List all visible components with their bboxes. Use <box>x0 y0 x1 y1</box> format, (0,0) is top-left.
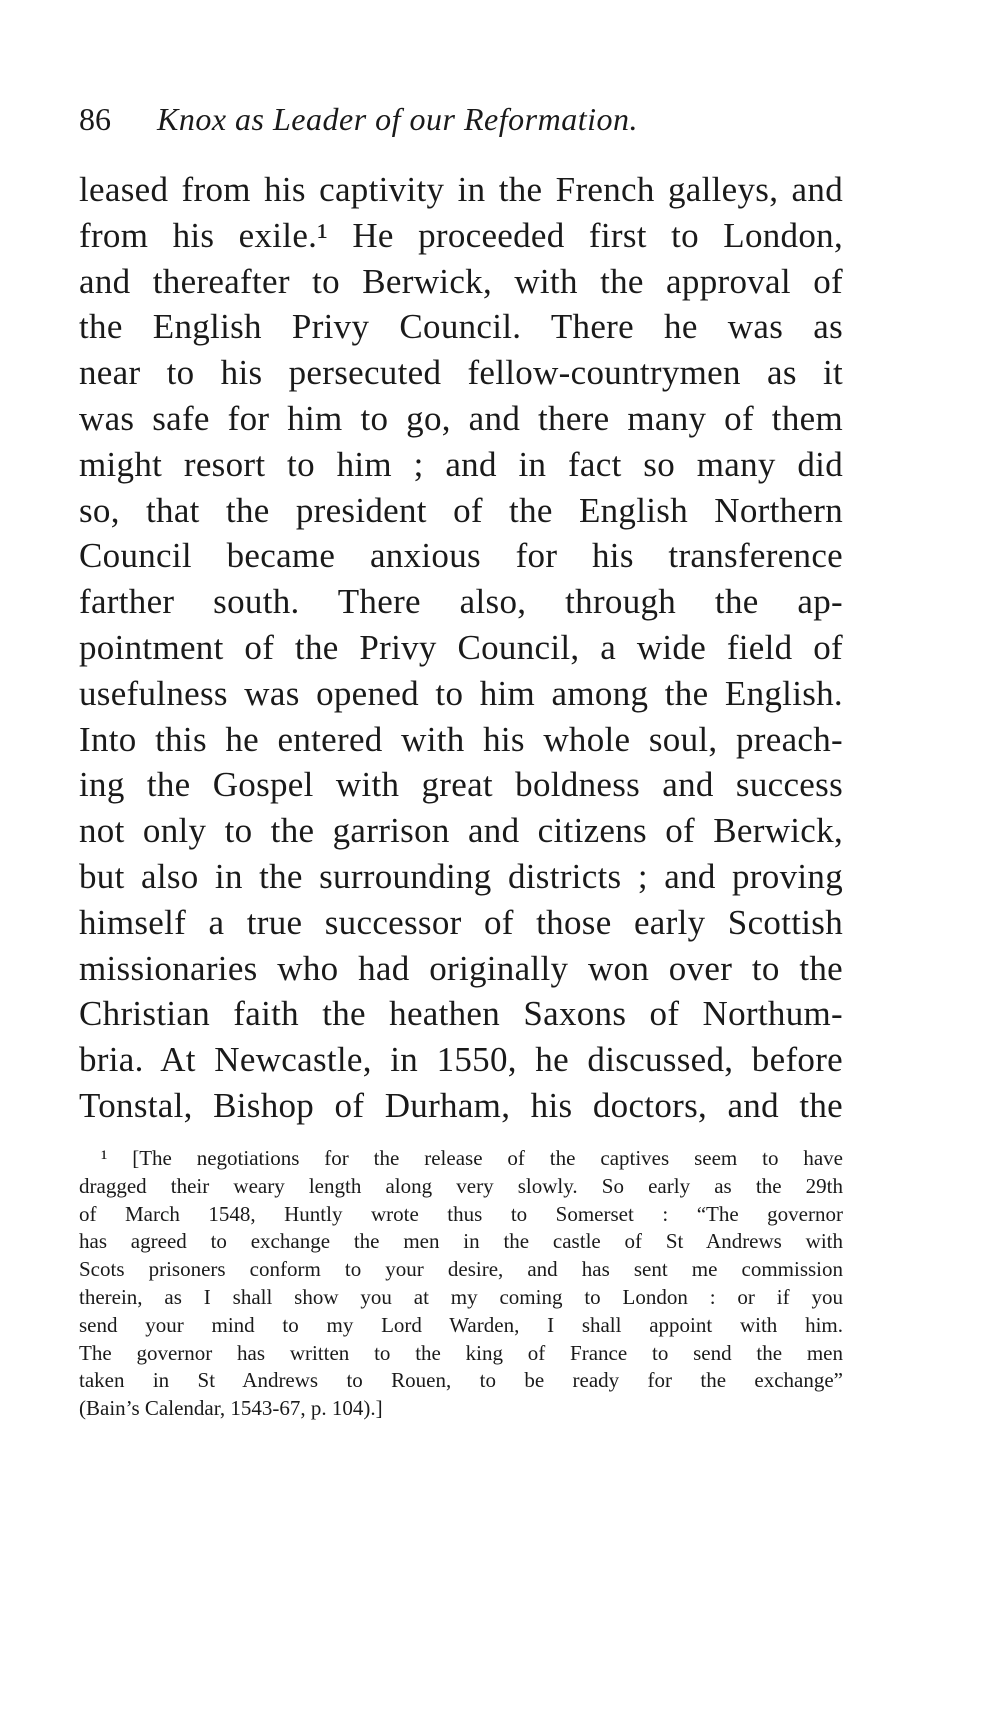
body-line: so, that the president of the English Northern <box>79 490 843 530</box>
footnote <box>79 1145 843 1423</box>
body-line: leased from his captivity in the French galleys, and <box>79 170 843 209</box>
body-text <box>79 167 843 1129</box>
footnote-line: of March 1548, Huntly wrote thus to Somerset : “The governor <box>79 1201 843 1226</box>
running-title: Knox as Leader of our Reformation. <box>157 101 638 137</box>
body-line: and thereafter to Berwick, with the approval of <box>79 261 843 301</box>
running-header <box>79 95 839 143</box>
body-line: pointment of the Privy Council, a wide field of <box>79 627 843 667</box>
body-line: himself a true successor of those early Scottish <box>79 902 843 942</box>
page-number: 86 <box>79 101 111 137</box>
body-line: Council became anxious for his transference <box>79 536 843 576</box>
footnote-line: taken in St Andrews to Rouen, to be ready for the exchange” <box>79 1368 843 1393</box>
body-line: Into this he entered with his whole soul, preach- <box>79 719 843 759</box>
body-line: missionaries who had originally won over to the <box>79 948 843 988</box>
footnote-line: dragged their weary length along very slowly. So early as the 29th <box>79 1173 843 1198</box>
footnote-line: The governor has written to the king of France to send the men <box>79 1340 843 1365</box>
body-line: might resort to him ; and in fact so many did <box>79 444 843 484</box>
body-line: usefulness was opened to him among the English. <box>79 673 843 713</box>
footnote-line: has agreed to exchange the men in the castle of St Andrews with <box>79 1229 843 1254</box>
body-line: not only to the garrison and citizens of Berwick, <box>79 811 843 851</box>
footnote-line: Scots prisoners conform to your desire, and has sent me commission <box>79 1257 843 1282</box>
body-line: was safe for him to go, and there many of them <box>79 398 843 438</box>
body-line: near to his persecuted fellow-countrymen as it <box>79 353 843 393</box>
body-line: Tonstal, Bishop of Durham, his doctors, and the <box>79 1085 843 1125</box>
footnote-line: send your mind to my Lord Warden, I shall appoint with him. <box>79 1312 843 1337</box>
footnote-line: therein, as I shall show you at my coming to London : or if you <box>79 1284 843 1309</box>
footnote-line: (Bain’s Calendar, 1543-67, p. 104).] <box>79 1396 383 1421</box>
body-line: the English Privy Council. There he was as <box>79 307 843 347</box>
footnote-line: ¹ [The negotiations for the release of the captives seem to have <box>101 1146 843 1170</box>
body-line: ing the Gospel with great boldness and success <box>79 765 843 805</box>
body-line: from his exile.¹ He proceeded first to London, <box>79 215 843 255</box>
body-line: bria. At Newcastle, in 1550, he discussed, before <box>79 1040 843 1080</box>
body-line: Christian faith the heathen Saxons of Northum- <box>79 994 843 1034</box>
body-line: but also in the surrounding districts ; and proving <box>79 856 843 896</box>
body-line: farther south. There also, through the ap- <box>79 582 843 622</box>
